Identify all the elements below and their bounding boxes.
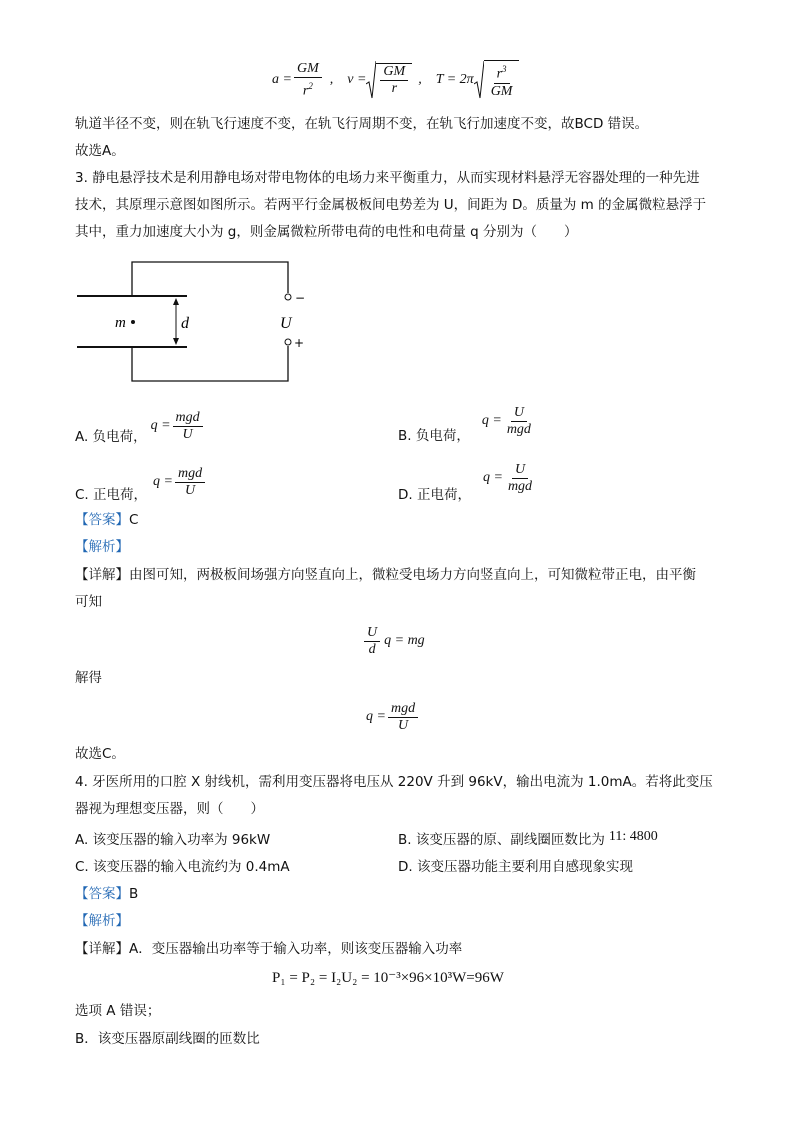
option-c-label: C. 正电荷，	[75, 487, 148, 503]
v-denominator: r	[391, 81, 398, 96]
arrow-up-icon	[173, 298, 179, 305]
voltage-label: U	[280, 315, 292, 332]
capacitor-diagram	[75, 255, 315, 390]
eq1-num: U	[364, 625, 380, 642]
a-equals: a =	[272, 72, 292, 87]
q3-stem-1: 3. 静电悬浮技术是利用静电场对带电物体的电场力来平衡重力，从而实现材料悬浮无容器处理的一种先进	[75, 170, 700, 186]
a-numerator: GM	[294, 61, 322, 78]
particle-label: m	[115, 315, 126, 331]
q-equals: q =	[150, 418, 171, 433]
v-sqrt	[366, 60, 412, 100]
eq2-den: U	[397, 717, 409, 733]
detail-tag: 【详解】	[75, 941, 129, 957]
eq1-rest: q = mg	[384, 633, 425, 648]
option-b-den: mgd	[506, 421, 531, 437]
q3-stem-3: 其中，重力加速度大小为 g，则金属微粒所带电荷的电性和电荷量 q 分别为（ ）	[75, 224, 578, 240]
q3-option-a	[75, 403, 205, 449]
detail-text-1: 由图可知，两极板间场强方向竖直向上，微粒受电场力方向竖直向上，可知微粒带正电，由平衡	[129, 567, 696, 583]
q3-option-b	[398, 398, 536, 444]
q3-solve: 解得	[75, 670, 102, 686]
q4-analysis	[75, 911, 129, 931]
q4-stem-2: 器视为理想变压器，则（ ）	[75, 801, 264, 817]
arrow-down-icon	[173, 338, 179, 345]
detail-text-1: A．变压器输出功率等于输入功率，则该变压器输入功率	[129, 941, 463, 957]
q2-answer: 故选A。	[75, 143, 125, 159]
option-b-label: B. 负电荷，	[398, 428, 470, 444]
q3-detail	[75, 565, 696, 585]
option-b-ratio: 11: 4800	[608, 829, 658, 844]
q4-detail	[75, 939, 462, 959]
a-denominator: r	[302, 83, 309, 99]
q3-stem-2: 技术，其原理示意图如图所示。若两平行金属极板间电势差为 U，间距为 D。质量为 m 的金属微粒悬浮于	[75, 197, 707, 213]
v-equals: v =	[347, 72, 367, 87]
option-d-label: D. 正电荷，	[398, 487, 471, 503]
T-numerator: r	[496, 66, 503, 82]
q4-wrong-a: 选项 A 错误；	[75, 1003, 161, 1019]
q3-detail-2: 可知	[75, 594, 102, 610]
q4-power-equation: P₁ = P₂ = I₂U₂ = 10⁻³×96×10³W=96W	[272, 970, 504, 986]
analysis-tag: 【解析】	[75, 913, 129, 929]
T-denominator: GM	[490, 83, 513, 99]
plus-sign: +	[294, 336, 305, 350]
q3-option-c	[75, 459, 207, 505]
option-d-den: mgd	[507, 478, 533, 494]
a-fraction	[294, 61, 322, 100]
q3-equation-1	[362, 619, 425, 663]
q3-final: 故选C。	[75, 746, 125, 762]
eq1-den: d	[368, 641, 376, 657]
q3-answer	[75, 510, 138, 530]
answer-tag: 【答案】	[75, 512, 129, 528]
option-b-num: U	[511, 405, 527, 422]
sqrt-sign-icon	[474, 60, 484, 100]
detail-tag: 【详解】	[75, 567, 129, 583]
q4-stem-1: 4. 牙医所用的口腔 X 射线机，需利用变压器将电压从 220V 升到 96kV，输出电流为 1.0mA。若将此变压	[75, 774, 713, 790]
q4-option-a: A. 该变压器的输入功率为 96kW	[75, 832, 271, 848]
q4-b-line: B．该变压器原副线圈的匝数比	[75, 1031, 260, 1047]
q3-equation-2	[366, 695, 420, 739]
orbit-formulas: a = $\frac{GM}{r^2}$ , v = $\frac{GM}{r}$ , T = 2π $\frac{r^3}{GM}$	[272, 58, 519, 102]
negative-terminal	[285, 294, 291, 300]
particle-dot	[131, 320, 135, 324]
q-equals: q =	[153, 474, 173, 489]
T-num-exponent: 3	[502, 64, 507, 75]
answer-value: B	[129, 886, 139, 902]
eq2-num: mgd	[388, 701, 418, 718]
v-numerator: GM	[380, 64, 408, 81]
option-b-text: B. 该变压器的原、副线圈匝数比为	[398, 832, 605, 848]
q-equals: q =	[482, 470, 503, 485]
distance-label: d	[181, 315, 189, 332]
option-c-num: mgd	[175, 466, 205, 483]
bottom-wire	[132, 346, 288, 381]
q3-analysis	[75, 537, 129, 557]
minus-sign: −	[295, 291, 306, 305]
q4-option-c: C. 该变压器的输入电流约为 0.4mA	[75, 859, 290, 875]
option-a-label: A. 负电荷，	[75, 429, 147, 445]
positive-terminal	[285, 339, 291, 345]
q4-answer	[75, 884, 138, 904]
q-equals: q =	[481, 413, 502, 428]
q4-option-d: D. 该变压器功能主要利用自感现象实现	[398, 859, 633, 875]
option-a-num: mgd	[173, 410, 203, 427]
a-den-exponent: 2	[308, 80, 313, 91]
q2-conclusion: 轨道半径不变，则在轨飞行速度不变，在轨飞行周期不变，在轨飞行加速度不变，故BCD 错误。	[75, 116, 649, 132]
answer-value: C	[129, 512, 139, 528]
T-equals: T = 2π	[435, 72, 474, 87]
option-d-num: U	[512, 462, 528, 479]
option-a-den: U	[182, 426, 193, 442]
q4-option-b	[398, 826, 658, 847]
option-c-den: U	[184, 482, 196, 498]
T-sqrt	[474, 60, 520, 100]
answer-tag: 【答案】	[75, 886, 129, 902]
q3-option-d	[398, 455, 537, 501]
eq2-lhs: q =	[366, 709, 386, 724]
sqrt-sign-icon	[366, 60, 376, 100]
analysis-tag: 【解析】	[75, 539, 129, 555]
top-wire	[132, 262, 288, 296]
